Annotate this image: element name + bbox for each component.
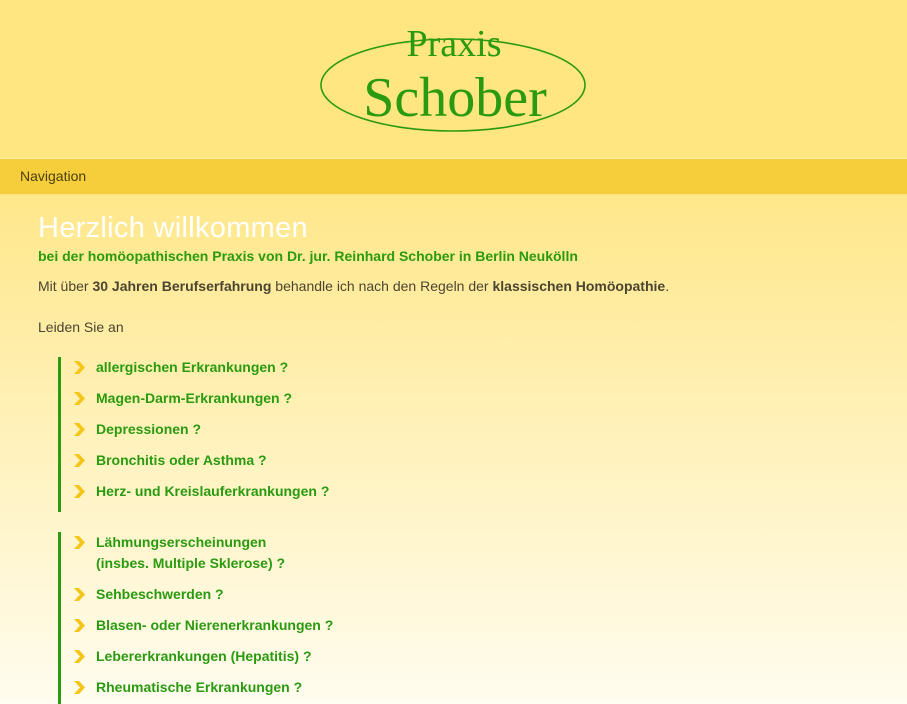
list-item[interactable] xyxy=(61,677,333,698)
list-item-label: Magen-Darm-Erkrankungen ? xyxy=(96,390,293,406)
list-item-label: Bronchitis oder Asthma ? xyxy=(96,452,267,468)
navigation-toggle[interactable]: Navigation xyxy=(20,168,87,184)
list-item[interactable] xyxy=(61,481,329,502)
intro-part1: Mit über xyxy=(38,278,93,294)
logo-graphic xyxy=(318,18,588,136)
list-item[interactable] xyxy=(61,615,333,636)
chevron-right-icon xyxy=(73,423,85,436)
intro-bold-experience: 30 Jahren Berufserfahrung xyxy=(92,278,272,294)
list-item-label: Lebererkrankungen (Hepatitis) ? xyxy=(96,648,312,664)
list-item-label: Lähmungserscheinungen xyxy=(96,534,267,550)
logo-text-praxis: Praxis xyxy=(406,23,502,65)
list-item[interactable] xyxy=(61,450,329,471)
chevron-right-icon xyxy=(73,681,85,694)
list-item-label-line2: (insbes. Multiple Sklerose) ? xyxy=(96,555,286,571)
chevron-right-icon xyxy=(73,650,85,663)
logo-text-schober: Schober xyxy=(363,67,547,129)
page-title: Herzlich willkommen xyxy=(38,212,308,244)
logo-link[interactable] xyxy=(318,18,588,136)
leiden-text: Leiden Sie an xyxy=(38,319,124,335)
list-item[interactable] xyxy=(61,388,329,409)
list-item-label: Depressionen ? xyxy=(96,421,202,437)
chevron-right-icon xyxy=(73,588,85,601)
list-item[interactable] xyxy=(61,357,329,378)
chevron-right-icon xyxy=(73,536,85,549)
chevron-right-icon xyxy=(73,485,85,498)
chevron-right-icon xyxy=(73,619,85,632)
page-subtitle: bei der homöopathischen Praxis von Dr. jur. Reinhard Schober in Berlin Neukölln xyxy=(38,248,578,264)
chevron-right-icon xyxy=(73,361,85,374)
intro-part3: . xyxy=(665,278,670,294)
list-item-label: Sehbeschwerden ? xyxy=(96,586,224,602)
chevron-right-icon xyxy=(73,392,85,405)
list-item[interactable] xyxy=(61,646,333,667)
list-item-label: Blasen- oder Nierenerkrankungen ? xyxy=(96,617,334,633)
chevron-right-icon xyxy=(73,454,85,467)
navigation-bar xyxy=(0,158,907,194)
list-item-label: allergischen Erkrankungen ? xyxy=(96,359,289,375)
conditions-list-1 xyxy=(58,357,329,512)
list-item-label: Rheumatische Erkrankungen ? xyxy=(96,679,303,695)
list-item[interactable] xyxy=(61,419,329,440)
intro-bold-homeopathy: klassischen Homöopathie xyxy=(492,278,666,294)
intro-part2: behandle ich nach den Regeln der xyxy=(271,278,493,294)
site-header xyxy=(0,0,907,158)
list-item-label: Herz- und Kreislauferkrankungen ? xyxy=(96,483,330,499)
list-item[interactable] xyxy=(61,584,333,605)
main-content xyxy=(0,194,907,700)
list-item[interactable] xyxy=(61,532,333,574)
conditions-list-2 xyxy=(58,532,333,704)
intro-text xyxy=(38,278,669,294)
